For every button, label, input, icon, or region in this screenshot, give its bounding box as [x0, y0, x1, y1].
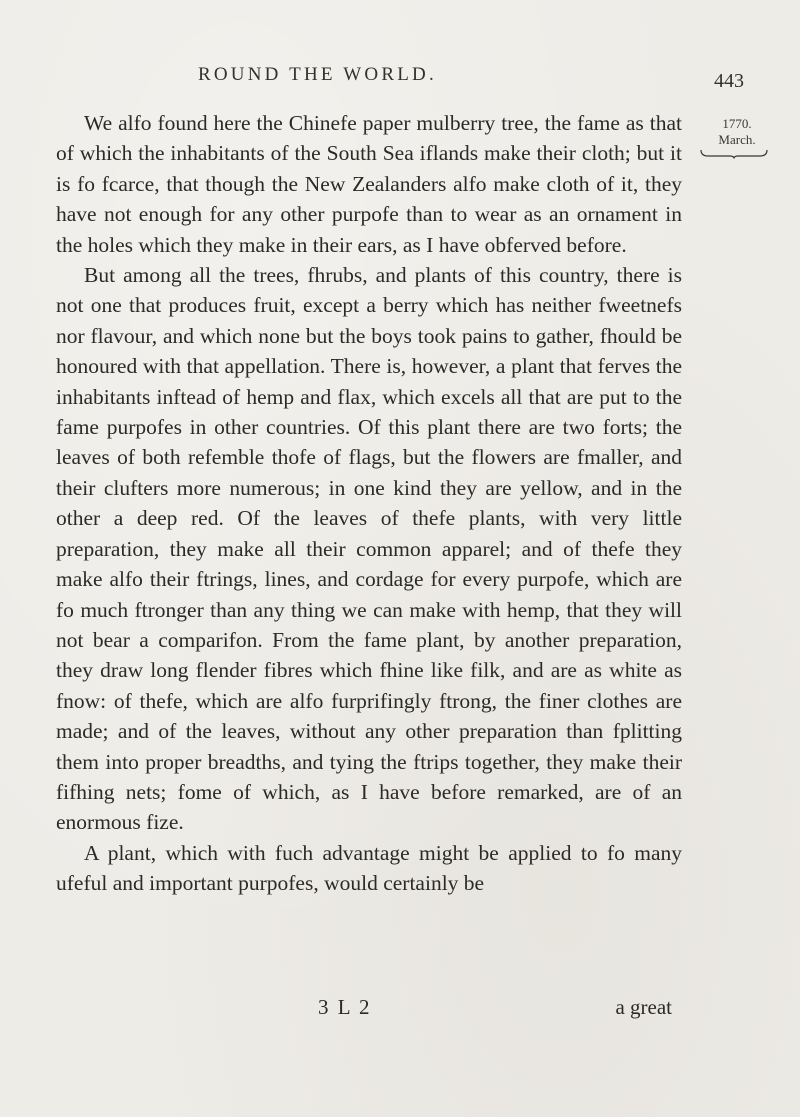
running-head: ROUND THE WORLD.	[198, 64, 437, 85]
page-number: 443	[714, 70, 744, 92]
paragraph: We alfo found here the Chinefe paper mulberry tree, the fame as that of which the inhabitants of the South Sea iflands make their cloth; but it is fo fcarce, that though the New Zealanders alfo make cloth of it, they have not enough for any other purpofe than to wear as an ornament in the holes which they make in their ears, as I have obferved before.	[56, 111, 682, 257]
page-footer	[56, 995, 682, 1025]
margin-date-note	[698, 116, 770, 159]
margin-year: 1770.	[722, 116, 752, 131]
signature-mark: 3 L 2	[318, 995, 372, 1019]
catchword: a great	[615, 995, 672, 1019]
margin-brace-icon	[700, 149, 768, 159]
body-text	[56, 108, 682, 899]
paragraph: A plant, which with fuch advantage might be applied to fo many ufeful and important purpofes, would certainly be	[56, 840, 682, 896]
paragraph: But among all the trees, fhrubs, and plants of this country, there is not one that produces fruit, except a berry which has neither fweetnefs nor flavour, and which none but the boys took pains to gather, fhould be honoured with that appellation. There is, however, a plant that ferves the inhabitants inftead of hemp and flax, which excels all that are put to the fame purpofes in other countries. Of this plant there are two forts; the leaves of both refemble thofe of flags, but the flowers are fmaller, and their clufters more numerous; in one kind they are yellow, and in the other a deep red. Of the leaves of thefe plants, with very little preparation, they make all their common apparel; and of thefe they make alfo their ftrings, lines, and cordage for every purpofe, which are fo much ftronger than any thing we can make with hemp, that they will not bear a comparifon. From the fame plant, by another preparation, they draw long flender fibres which fhine like filk, and are as white as fnow: of thefe, which are alfo furprifingly ftrong, the finer clothes are made; and of the leaves, without any other preparation than fplitting them into proper breadths, and tying the ftrips together, they make their fifhing nets; fome of which, as I have before remarked, are of an enormous fize.	[56, 263, 682, 835]
margin-month: March.	[718, 132, 756, 147]
